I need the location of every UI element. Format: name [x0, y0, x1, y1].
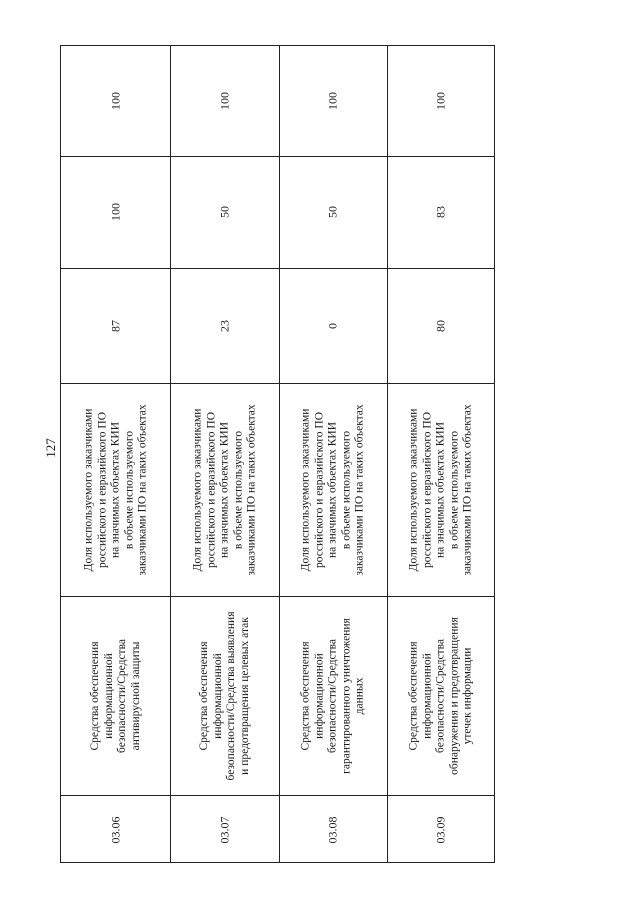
- code-cell: 03.06: [107, 816, 122, 843]
- base-value-cell: 80: [432, 319, 447, 332]
- interim-value-cell: 50: [325, 206, 340, 218]
- indicator-cell: Доля используемого заказчиками российского и евразийского ПО на значимых объектах КИИ в объеме используемого заказчиками ПО на таких объектах: [81, 403, 148, 576]
- target-value-cell: 100: [216, 92, 231, 110]
- indicator-cell: Доля используемого заказчиками российского и евразийского ПО на значимых объектах КИИ в объеме используемого заказчиками ПО на таких объектах: [299, 403, 366, 576]
- indicator-cell: Доля используемого заказчиками российского и евразийского ПО на значимых объектах КИИ в объеме используемого заказчиками ПО на таких объектах: [406, 403, 473, 576]
- base-value-cell: 0: [325, 322, 340, 329]
- target-value-cell: 100: [107, 92, 122, 110]
- target-value-cell: 100: [325, 92, 340, 110]
- table-row: [279, 46, 387, 862]
- category-cell: Средства обеспечения информационной безопасности/Средства гарантированного уничтожения данных: [299, 617, 366, 774]
- interim-value-cell: 50: [216, 206, 231, 218]
- code-cell: 03.09: [432, 816, 447, 843]
- table-row: [61, 46, 170, 862]
- table-row: [387, 46, 494, 862]
- code-cell: 03.08: [325, 816, 340, 843]
- interim-value-cell: 83: [432, 206, 447, 218]
- base-value-cell: 87: [107, 319, 122, 332]
- category-cell: Средства обеспечения информационной безопасности/Средства выявления и предотвращения целевых атак: [197, 611, 250, 780]
- page-number: 127: [43, 438, 58, 458]
- interim-value-cell: 100: [107, 203, 122, 221]
- table-row: [170, 46, 279, 862]
- indicator-cell: Доля используемого заказчиками российского и евразийского ПО на значимых объектах КИИ в объеме используемого заказчиками ПО на таких объектах: [190, 403, 257, 576]
- category-cell: Средства обеспечения информационной безопасности/Средства обнаружения и предотвращения утечек информации: [406, 616, 473, 775]
- software-share-table: [60, 45, 495, 863]
- target-value-cell: 100: [432, 92, 447, 110]
- code-cell: 03.07: [216, 816, 231, 843]
- base-value-cell: 23: [216, 319, 231, 332]
- category-cell: Средства обеспечения информационной безопасности/Средства антивирусной защиты: [88, 638, 141, 753]
